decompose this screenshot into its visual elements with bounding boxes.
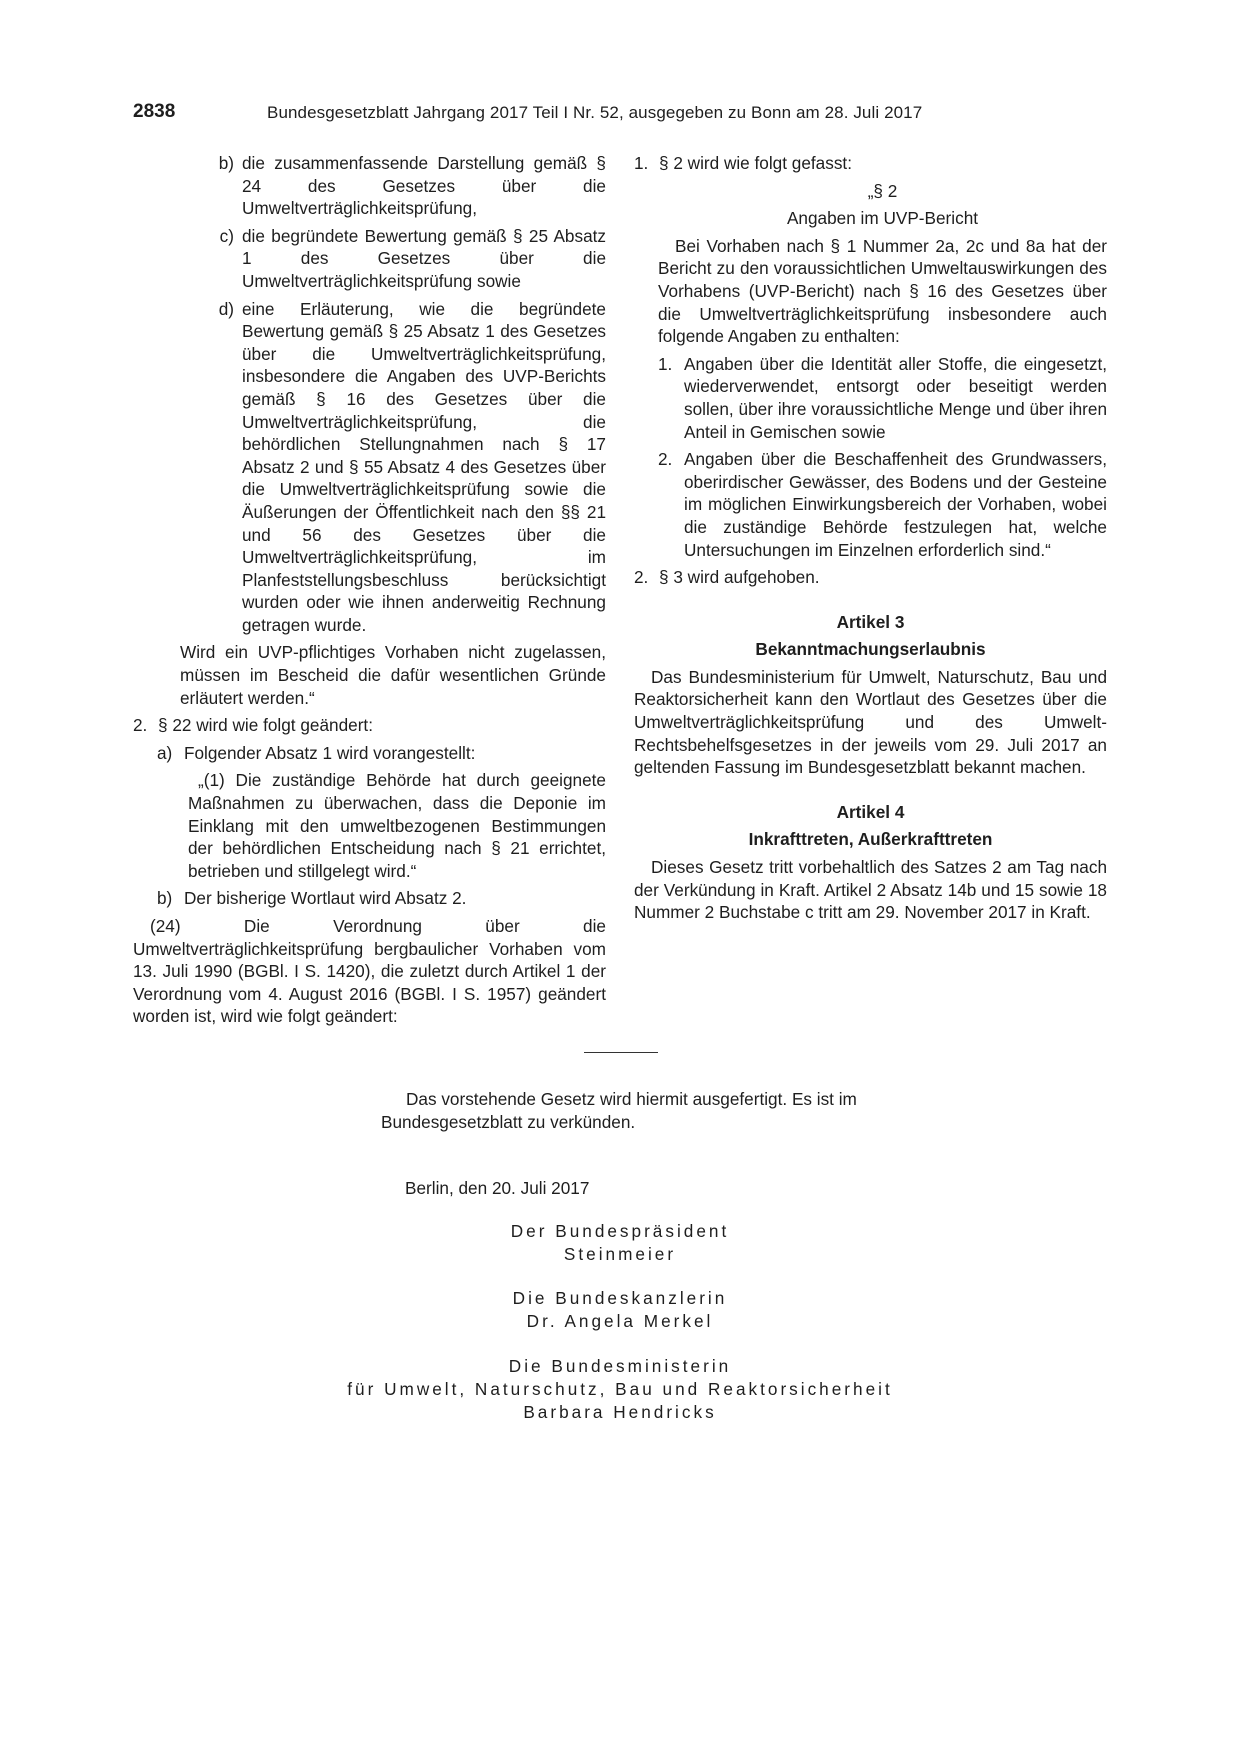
list-item-2 — [133, 714, 606, 737]
signatory-minister — [300, 1355, 940, 1424]
quoted-paragraph: „(1) Die zuständige Behörde hat durch geeignete Maßnahmen zu überwachen, dass die Deponie im Einklang mit den umweltbezogenen Bestimmungen der behördlichen Entscheidung nach § 21 errichtet, betrieben und stillgelegt wird.“ — [188, 770, 606, 881]
list-text: eine Erläuterung, wie die begründete Bewertung gemäß § 25 Absatz 1 des Gesetzes über die Umweltverträglichkeitsprüfung, insbesondere die Angaben des UVP-Berichts gemäß § 16 des Gesetzes über die Umweltverträglichkeitsprüfung, die behördlichen Stellungnahmen nach § 17 Absatz 2 und § 55 Absatz 4 des Gesetzes über die Umweltverträglichkeitsprüfung sowie die Äußerungen der Öffentlichkeit nach den §§ 21 und 56 des Gesetzes über die Umweltverträglichkeitsprüfung, im Planfeststellungsbeschluss berücksichtigt wurden oder wie ihnen anderweitig Rechnung getragen wurde. — [242, 298, 606, 635]
list-text: § 22 wird wie folgt geändert: — [158, 715, 373, 736]
article-3-title: Bekanntmachungserlaubnis — [755, 639, 986, 660]
section-title: Angaben im UVP-Bericht — [786, 208, 979, 229]
article-4-text: Dieses Gesetz tritt vorbehaltlich des Satzes 2 am Tag nach der Verkündung in Kraft. Artikel 2 Absatz 14b und 15 sowie 18 Nummer 2 Buchstabe c tritt am 29. November 2017 in Kraft. — [634, 857, 1107, 923]
signatory-role-line2: für Umwelt, Naturschutz, Bau und Reaktorsicherheit — [347, 1379, 893, 1399]
list-item-c — [133, 225, 606, 293]
list-label: a) — [157, 742, 173, 763]
list-text: die begründete Bewertung gemäß § 25 Absatz 1 des Gesetzes über die Umweltverträglichkeitsprüfung sowie — [242, 225, 606, 291]
closing-sentence: Wird ein UVP-pflichtiges Vorhaben nicht zugelassen, müssen im Bescheid die dafür wesentlichen Gründe erläutert werden.“ — [180, 642, 606, 708]
list-label: 2. — [133, 715, 148, 736]
list-item-b — [133, 152, 606, 220]
list-label: b) — [218, 153, 234, 173]
section-item-2 — [634, 448, 1107, 561]
place-date: Berlin, den 20. Juli 2017 — [405, 1178, 590, 1198]
list-label: 2. — [634, 567, 649, 588]
list-label: c) — [219, 225, 234, 246]
list-text: Folgender Absatz 1 wird vorangestellt: — [184, 742, 476, 763]
paragraph-24: (24) Die Verordnung über die Umweltverträglichkeitsprüfung bergbaulicher Vorhaben vom 13. Juli 1990 (BGBl. I S. 1420), die zuletzt durch Artikel 1 der Verordnung vom 4. August 2016 (BGBl. I S. 1957) geändert worden ist, wird wie folgt geändert: — [133, 916, 606, 1027]
page-number: 2838 — [133, 101, 176, 122]
list-text: die zusammenfassende Darstellung gemäß § 24 des Gesetzes über die Umweltverträglichkeitsprüfung, — [242, 153, 606, 219]
signatory-role: Die Bundeskanzlerin — [512, 1288, 728, 1308]
signatory-name: Dr. Angela Merkel — [526, 1311, 714, 1331]
section-number: „§ 2 — [867, 180, 898, 201]
list-text: Angaben über die Identität aller Stoffe, die eingesetzt, wiederverwendet, entsorgt oder beseitigt werden sollen, über ihre voraussichtliche Menge und über ihren Anteil in Gemischen sowie — [684, 353, 1107, 442]
signatory-president — [300, 1220, 940, 1266]
list-item-d — [133, 298, 606, 637]
list-text: Der bisherige Wortlaut wird Absatz 2. — [184, 888, 467, 909]
list-label: 2. — [658, 449, 673, 470]
left-column — [133, 152, 606, 1028]
section-item-1 — [634, 353, 1107, 443]
list-item-2a — [133, 742, 606, 765]
article-3-text: Das Bundesministerium für Umwelt, Naturschutz, Bau und Reaktorsicherheit kann den Wortlaut des Gesetzes über die Umweltverträglichkeitsprüfung und des Umwelt-Rechtsbehelfsgesetzes in der jeweils vom 29. Juli 2017 an geltenden Fassung im Bundesgesetzblatt bekannt machen. — [634, 666, 1107, 778]
list-label: d) — [218, 298, 234, 319]
signatory-name: Steinmeier — [563, 1244, 677, 1264]
list-label: 1. — [658, 353, 673, 374]
list-text: Angaben über die Beschaffenheit des Grundwassers, oberirdischer Gewässer, des Bodens und der Gesteine im möglichen Einwirkungsbereich der Vorhaben, wobei die zuständige Behörde festzulegen hat, welche Untersuchungen im Einzelnen erforderlich sind.“ — [684, 449, 1107, 560]
right-column — [634, 152, 1107, 924]
list-item-2 — [634, 566, 1107, 589]
section-intro: Bei Vorhaben nach § 1 Nummer 2a, 2c und 8a hat der Bericht zu den voraussichtlichen Umweltauswirkungen des Vorhabens (UVP-Bericht) nach § 16 des Gesetzes über die Umweltverträglichkeitsprüfung insbesondere auch folgende Angaben zu enthalten: — [658, 235, 1107, 347]
signatory-role: Der Bundespräsident — [510, 1221, 730, 1241]
signatory-role: Die Bundesministerin — [508, 1356, 732, 1376]
running-head: Bundesgesetzblatt Jahrgang 2017 Teil I Nr. 52, ausgegeben zu Bonn am 28. Juli 2017 — [267, 103, 923, 122]
list-text: § 3 wird aufgehoben. — [659, 567, 820, 588]
list-label: b) — [157, 888, 173, 909]
article-3-heading: Artikel 3 — [836, 611, 905, 632]
divider — [584, 1052, 658, 1053]
signatory-name: Barbara Hendricks — [523, 1402, 717, 1422]
list-label: 1. — [634, 153, 649, 173]
list-text: § 2 wird wie folgt gefasst: — [659, 153, 852, 173]
promulgation-statement: Das vorstehende Gesetz wird hiermit ausgefertigt. Es ist im Bundesgesetzblatt zu verkünden. — [381, 1089, 857, 1132]
list-item-2b — [133, 887, 606, 910]
article-4-heading: Artikel 4 — [836, 801, 905, 822]
article-4-title: Inkrafttreten, Außerkrafttreten — [748, 829, 993, 850]
list-item-1 — [634, 152, 1107, 175]
signatory-chancellor — [300, 1287, 940, 1333]
